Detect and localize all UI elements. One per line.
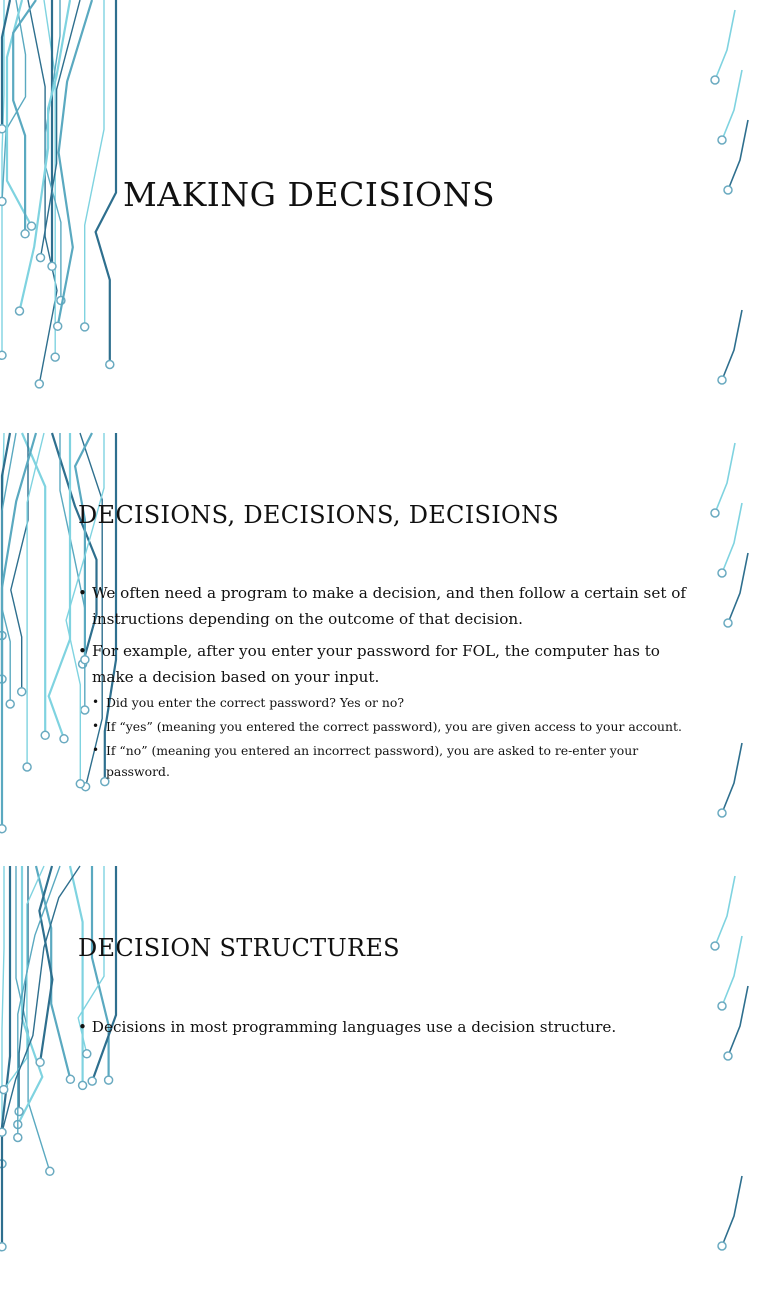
circuit-decoration-right-icon — [0, 0, 768, 432]
slide-decisions — [0, 433, 768, 865]
sub-bullet-list — [92, 692, 698, 782]
bullet-item: • We often need a program to make a decision, and then follow a certain set of instructions depending on the outcome of that decision. — [78, 580, 698, 632]
sub-bullet-item: • Did you enter the correct password? Yes or no? — [92, 692, 698, 713]
slide-title-text: MAKING DECISIONS — [123, 175, 496, 214]
slide-heading: DECISIONS, DECISIONS, DECISIONS — [78, 501, 560, 529]
bullet-text: For example, after you enter your password for FOL, the computer has to make a decision based on your input. — [92, 642, 660, 686]
sub-bullet-item: • If “yes” (meaning you entered the correct password), you are given access to your account. — [92, 716, 698, 737]
bullet-item — [78, 638, 698, 782]
slide-heading: DECISION STRUCTURES — [78, 934, 400, 962]
circuit-decoration-right-icon — [0, 866, 768, 1298]
slide-decision-structures — [0, 866, 768, 1298]
slide-title — [0, 0, 768, 432]
bullet-text: Decisions in most programming languages use a decision structure. — [91, 1018, 617, 1036]
bullet-item: • Decisions in most programming languages use a decision structure. — [78, 1018, 617, 1036]
bullet-list — [78, 580, 698, 788]
sub-bullet-item: • If “no” (meaning you entered an incorrect password), you are asked to re-enter your password. — [92, 740, 698, 782]
